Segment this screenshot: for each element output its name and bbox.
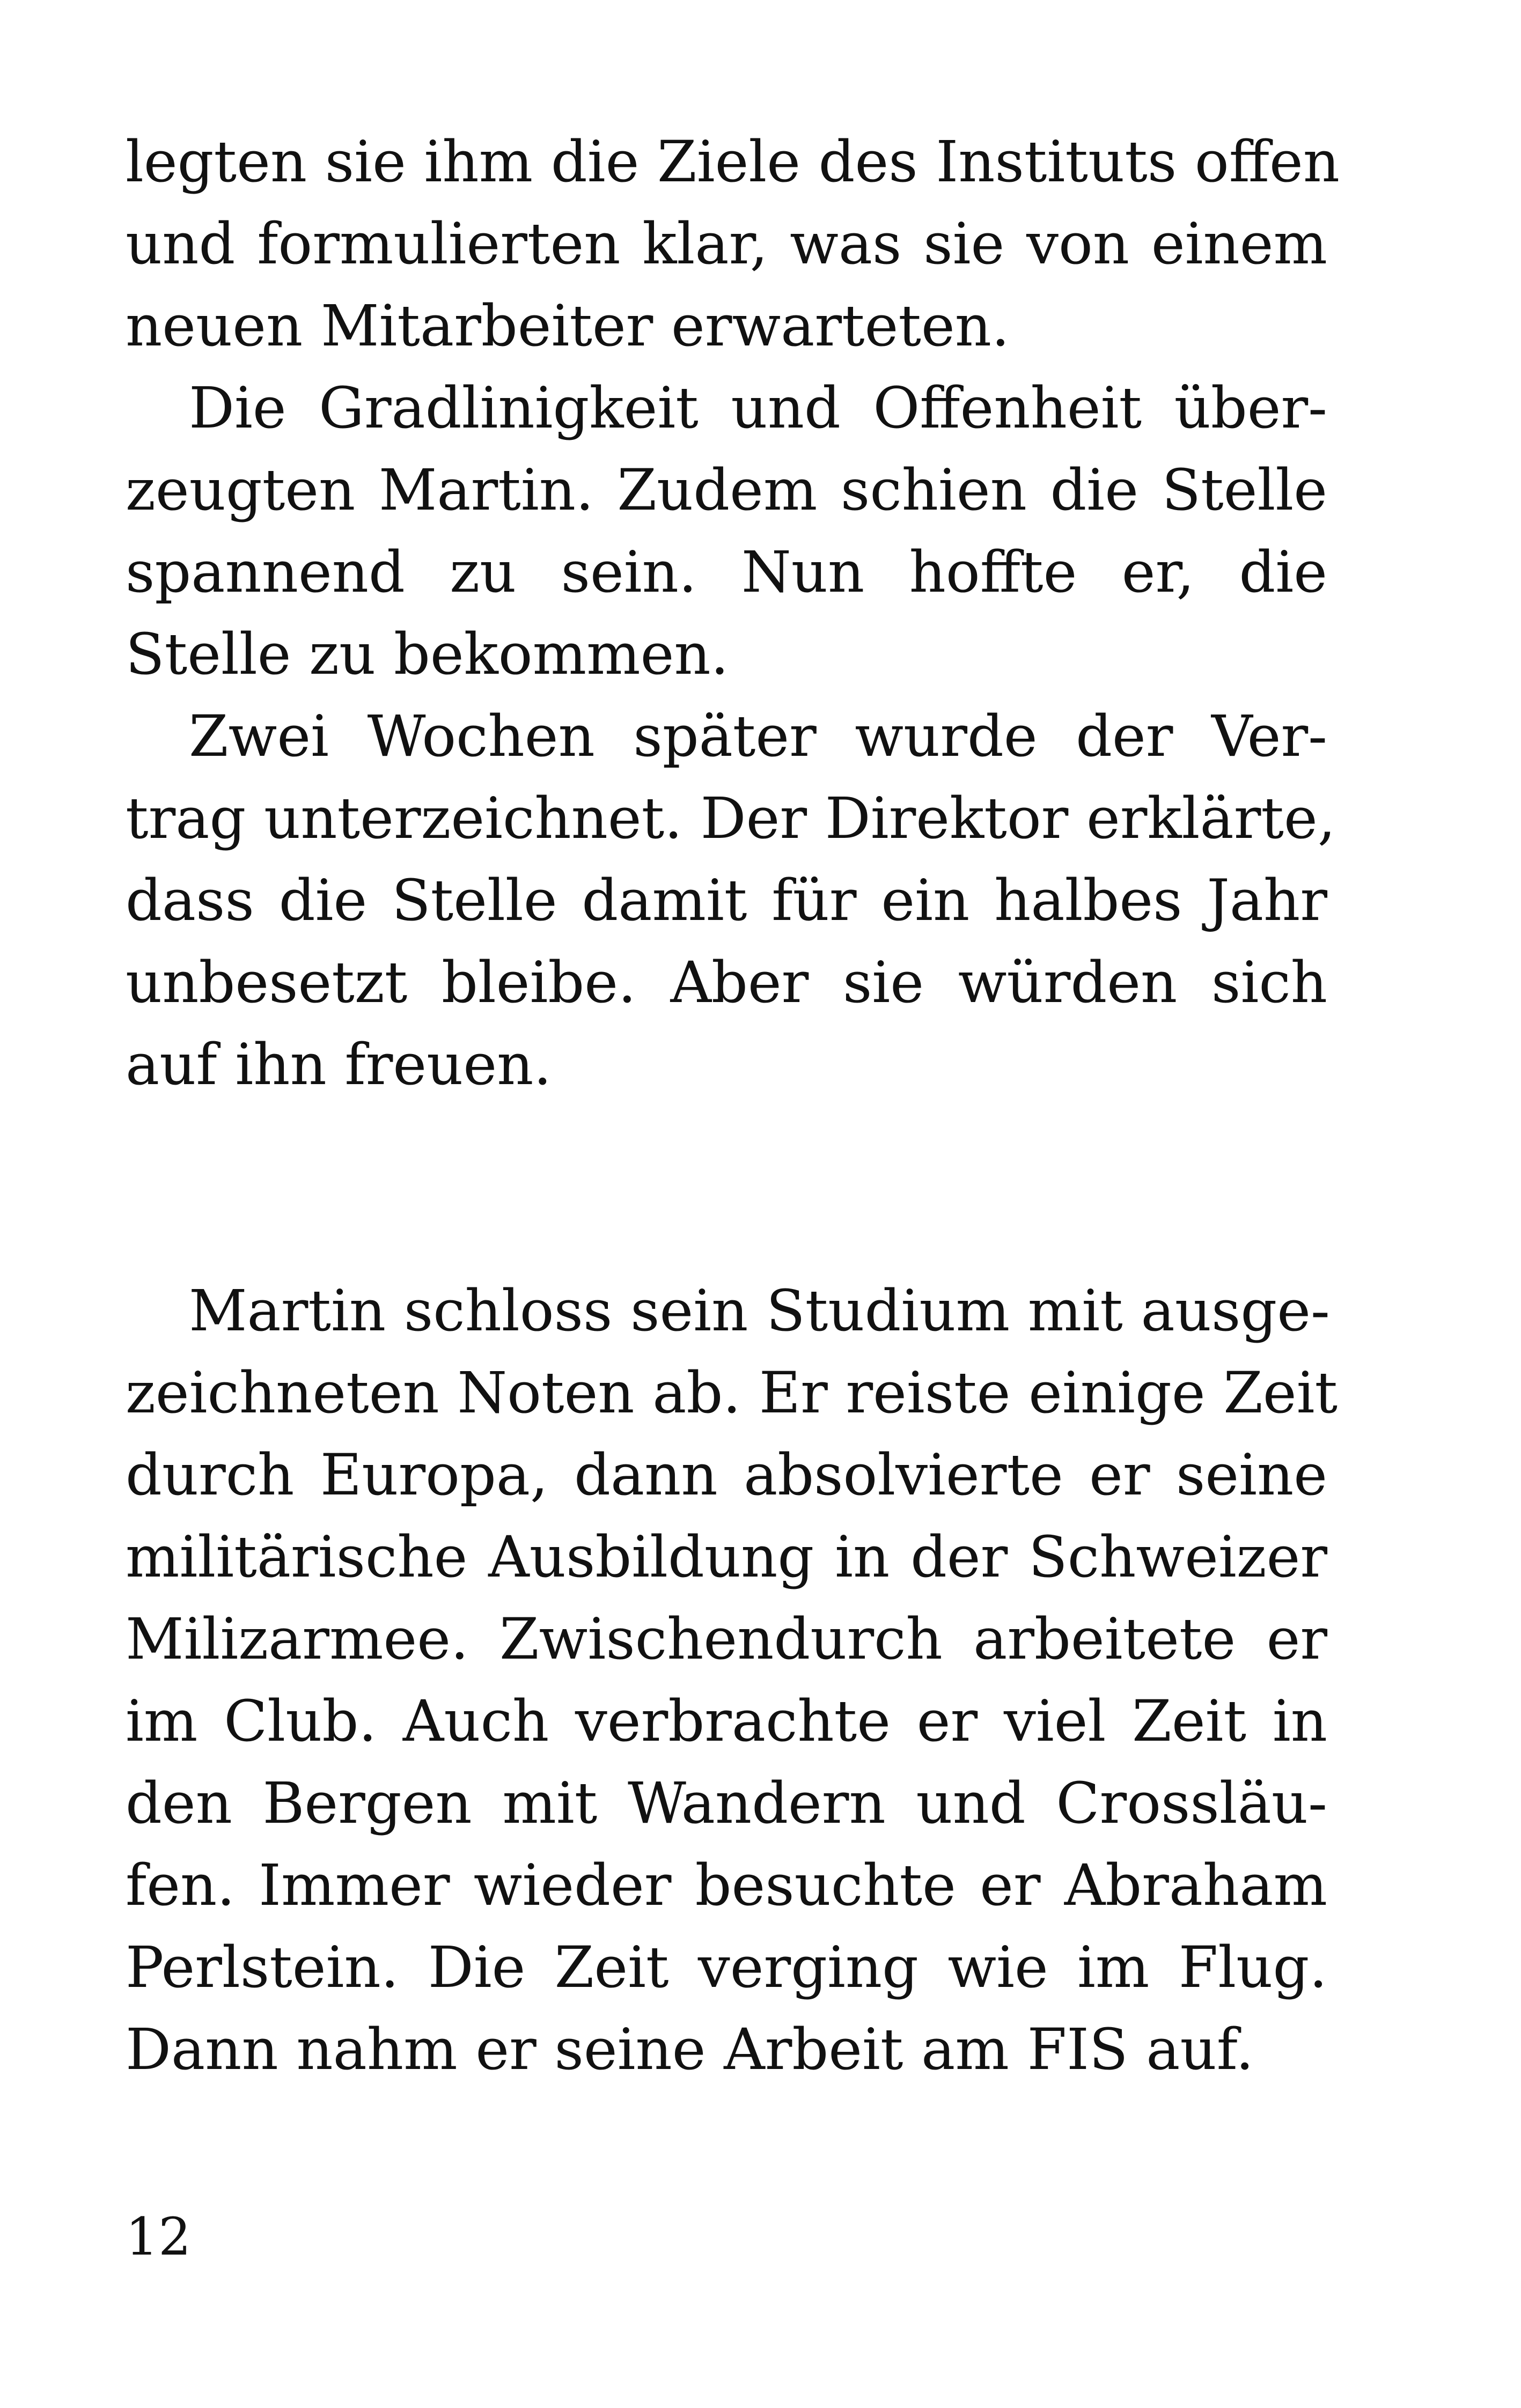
- paragraph-4: [126, 1270, 1338, 2090]
- text-line: unbesetzt bleibe. Aber sie würden sich: [126, 949, 1327, 1015]
- page-number: 12: [126, 2207, 192, 2267]
- paragraph-1: [126, 121, 1340, 367]
- text-line: Zwei Wochen später wurde der Ver-: [189, 703, 1327, 769]
- text-line: legten sie ihm die Ziele des Instituts offen: [126, 129, 1340, 195]
- text-line: Perlstein. Die Zeit verging wie im Flug.: [126, 1934, 1327, 2000]
- text-line: trag unterzeichnet. Der Direktor erklärte,: [126, 785, 1336, 851]
- text-line: durch Europa, dann absolvierte er seine: [126, 1442, 1327, 1508]
- text-line: im Club. Auch verbrachte er viel Zeit in: [126, 1688, 1327, 1754]
- text-line: fen. Immer wieder besuchte er Abraham: [126, 1852, 1327, 1918]
- paragraph-3: [126, 695, 1336, 1106]
- page-body: [126, 121, 1340, 2090]
- text-line: Milizarmee. Zwischendurch arbeitete er: [126, 1606, 1327, 1672]
- text-line: zeugten Martin. Zudem schien die Stelle: [126, 457, 1327, 523]
- text-line: zeichneten Noten ab. Er reiste einige Zeit: [126, 1360, 1338, 1426]
- text-line: Martin schloss sein Studium mit ausge-: [189, 1278, 1330, 1344]
- text-line: militärische Ausbildung in der Schweizer: [126, 1524, 1327, 1590]
- text-line: Dann nahm er seine Arbeit am FIS auf.: [126, 2016, 1254, 2082]
- text-line: Stelle zu bekommen.: [126, 621, 729, 687]
- text-line: neuen Mitarbeiter erwarteten.: [126, 293, 1010, 359]
- text-line: den Bergen mit Wandern und Crossläu-: [126, 1770, 1327, 1836]
- text-line: spannend zu sein. Nun hoffte er, die: [126, 539, 1327, 605]
- text-line: auf ihn freuen.: [126, 1032, 552, 1098]
- paragraph-2: [126, 367, 1327, 695]
- text-line: Die Gradlinigkeit und Offenheit über-: [189, 375, 1327, 441]
- text-line: und formulierten klar, was sie von einem: [126, 211, 1327, 277]
- section-break: [126, 1106, 1327, 1270]
- text-line: dass die Stelle damit für ein halbes Jahr: [126, 867, 1327, 933]
